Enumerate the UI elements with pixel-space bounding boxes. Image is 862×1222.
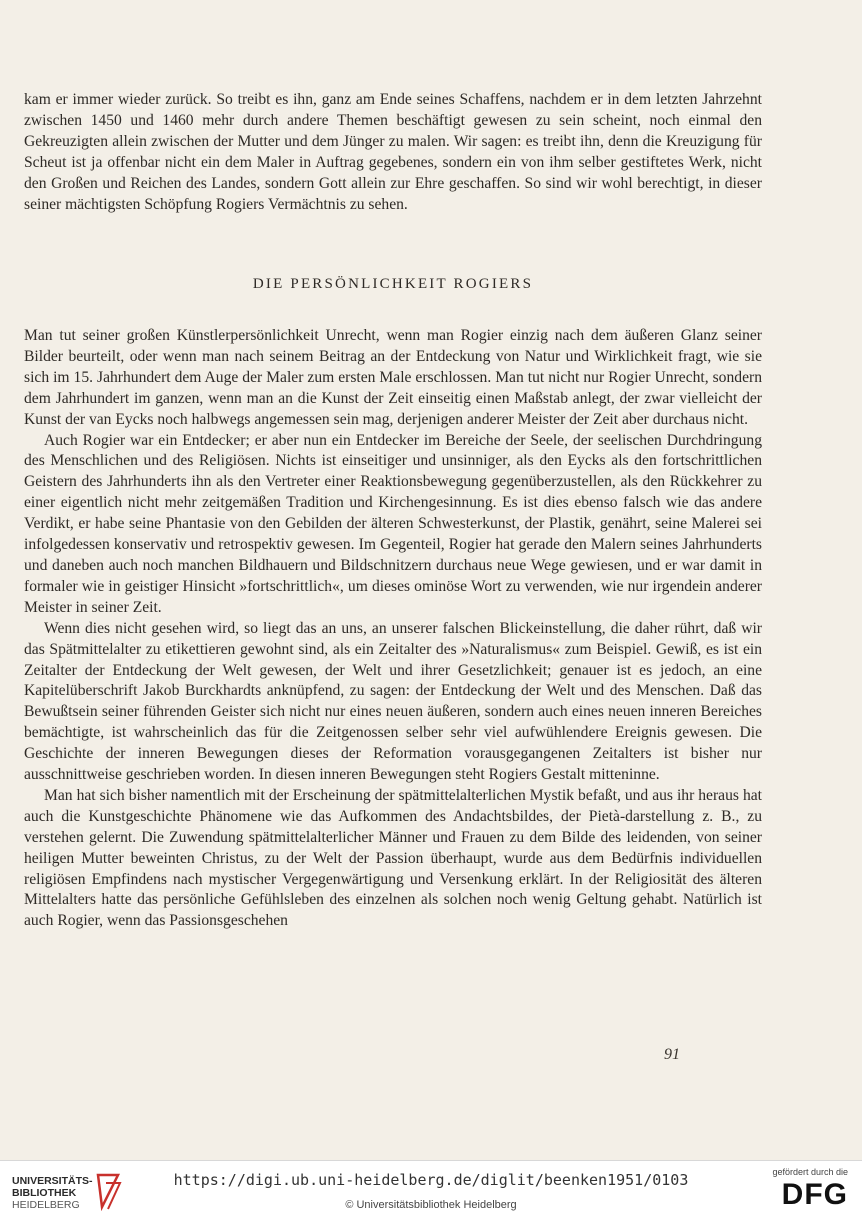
dfg-logo[interactable] [748, 1167, 848, 1217]
library-name-line: HEIDELBERG [12, 1199, 80, 1211]
paragraph: kam er immer wieder zurück. So treibt es ihn, ganz am Ende seines Schaffens, nachdem er in dem letzten Jahrzehnt zwischen 1450 und 1460 mehr durch andere Themen beschäftigt gewesen zu sein scheint, noch einmal den Gekreuzigten allein zwischen der Mutter und dem Jünger zu malen. Wir sagen: es treibt ihn, denn die Kreuzigung für Scheut ist ja offenbar nicht ein dem Maler in Auftrag gegebenes, sondern ein von ihm selber gestiftetes Werk, nicht den Großen und Reichen des Landes, sondern Gott allein zur Ehre geschaffen. So sind wir wohl berechtigt, in dieser seiner mächtigsten Schöpfung Rogiers Vermächtnis zu sehen. [24, 91, 762, 213]
paragraph: Man tut seiner großen Künstlerpersönlichkeit Unrecht, wenn man Rogier einzig nach dem äußeren Glanz seiner Bilder beurteilt, oder wenn man nach seinem Beitrag an der Entdeckung von Natur und Wirklichkeit fragt, wie sie sich im 15. Jahrhundert dem Auge der Maler zum ersten Male erschlossen. Man tut nicht nur Rogier Unrecht, sondern dem Jahrhundert im ganzen, wenn man an die Kunst der Zeit einseitig einen Maßstab anlegt, der zwar vielleicht der Kunst der van Eycks noch halbwegs angemessen sein mag, derjenigen anderer Meister der Zeit aber durchaus nicht. [24, 327, 762, 428]
footer-bar [0, 1160, 862, 1222]
top-text-block [24, 90, 762, 215]
dfg-subtitle: gefördert durch die [772, 1167, 848, 1177]
section-heading: DIE PERSÖNLICHKEIT ROGIERS [252, 276, 534, 292]
library-name-line: UNIVERSITÄTS- [12, 1175, 93, 1187]
body-text-block [24, 326, 762, 932]
paragraph: Wenn dies nicht gesehen wird, so liegt das an uns, an unserer falschen Blickeinstellung, die daher rührt, daß wir das Spätmittelalter zu etikettieren gewohnt sind, als ein Zeitalter des »Naturalismus« zum Beispiel. Gewiß, es ist ein Zeitalter der Entdeckung der Welt gewesen, der Welt und ihrer Gesetzlichkeit; genauer ist es jedoch, an eine Kapitelüberschrift Jakob Burckhardts anknüpfend, zu sagen: der Entdeckung der Welt und des Menschen. Daß das Bewußtsein seiner führenden Geister sich nicht nur eines neuen äußeren, sondern auch eines neuen inneren Bereiches bemächtigte, ist wahrscheinlich das für die Zeitgenossen selber sehr viel aufwühlendere Ereignis gewesen. Die Geschichte der inneren Bewegungen dieses der Reformation vorausgegangenen Zeitalters ist bisher nur ausschnittweise geschrieben worden. In diesen inneren Bewegungen steht Rogiers Gestalt mitteninne. [24, 619, 762, 784]
permalink-url[interactable]: https://digi.ub.uni-heidelberg.de/diglit/beenken1951/0103 [173, 1171, 689, 1189]
page-number: 91 [664, 1046, 680, 1063]
paragraph: Man hat sich bisher namentlich mit der Erscheinung der spätmittelalterlichen Mystik befaßt, und aus ihr heraus hat auch die Kunstgeschichte Phänomene wie das Aufkommen des Andachtsbildes, der Pietà-darstellung z. B., zu verstehen gelernt. Die Zuwendung spätmittelalterlicher Männer und Frauen zu dem Bilde des leidenden, von seiner heiligen Mutter beweinten Christus, zu der Welt der Passion überhaupt, wurde aus dem Bedürfnis individuellen religiösen Empfindens nach mystischer Vergegenwärtigung und Versenkung erklärt. In der Religiosität des älteren Mittelalters hatte das persönliche Gefühlsleben des einzelnen als solchen noch wenig Geltung gehabt. Natürlich ist auch Rogier, wenn das Passionsgeschehen [24, 786, 762, 930]
paragraph: Auch Rogier war ein Entdecker; er aber nun ein Entdecker im Bereiche der Seele, der seelischen Durchdringung des Menschlichen und des Religiösen. Nichts ist einseitiger und unsinniger, als den Eycks als den fortschrittlichen Geistern des Jahrhunderts ihn als den Vertreter einer Reaktionsbewegung gegenüberzustellen, als den Rückkehrer zu einer eigentlich nicht mehr zeitgemäßen Tradition und Kirchengesinnung. Es ist dies ebenso falsch wie das andere Verdikt, er habe seine Phantasie von den Gebilden der älteren Schwesterkunst, der Plastik, genährt, seine Malerei sei infolgedessen konservativ und retrospektiv gewesen. Im Gegenteil, Rogier hat gerade den Malern seines Jahrhunderts und daneben auch noch manchen Bildhauern und Bildschnitzern durchaus neue Wege gewiesen, und er war damit in formaler wie in geistiger Hinsicht »fortschrittlich«, um dieses ominöse Wort zu verwenden, wie nur irgendein anderer Meister in seiner Zeit. [24, 431, 762, 616]
dfg-wordmark: DFG [781, 1178, 848, 1211]
copyright-notice: © Universitätsbibliothek Heidelberg [345, 1199, 517, 1211]
library-name-line: BIBLIOTHEK [12, 1187, 77, 1199]
